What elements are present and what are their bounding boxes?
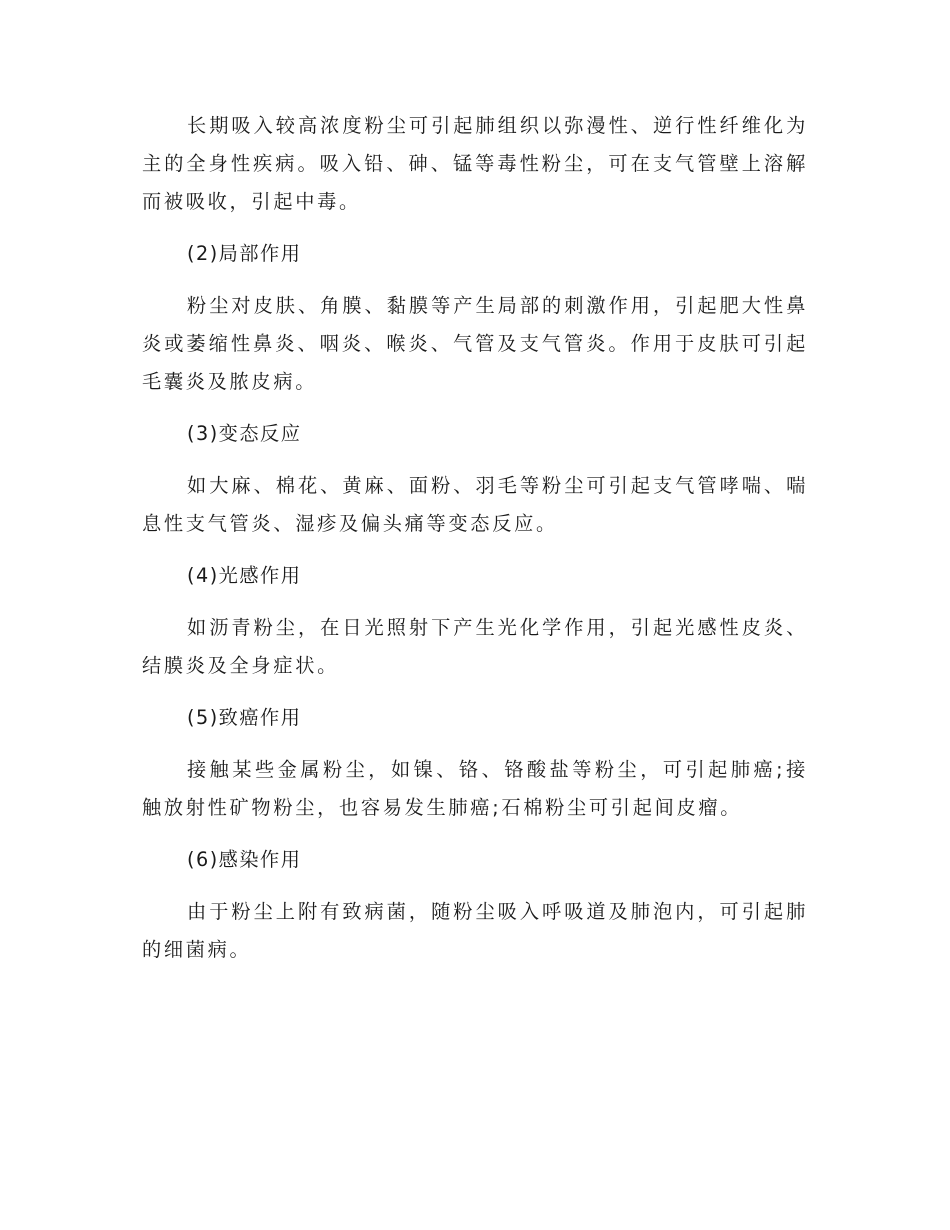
section-heading-carcinogenic: (5)致癌作用 [187, 706, 302, 729]
section-heading-photosensitivity: (4)光感作用 [187, 564, 302, 587]
section-heading-infection: (6)感染作用 [187, 848, 302, 871]
section-heading-local-effect: (2)局部作用 [187, 242, 302, 265]
paragraph-infection: 由于粉尘上附有致病菌，随粉尘吸入呼吸道及肺泡内，可引起肺的细菌病。 [142, 900, 808, 961]
paragraph-chronic-inhalation: 长期吸入较高浓度粉尘可引起肺组织以弥漫性、逆行性纤维化为主的全身性疾病。吸入铅、砷、锰等毒性粉尘，可在支气管壁上溶解而被吸收，引起中毒。 [142, 114, 808, 213]
paragraph-photosensitivity: 如沥青粉尘，在日光照射下产生光化学作用，引起光感性皮炎、结膜炎及全身症状。 [142, 616, 808, 677]
document-body [142, 107, 808, 969]
section-heading-allergic-reaction: (3)变态反应 [187, 422, 302, 445]
paragraph-local-effect: 粉尘对皮肤、角膜、黏膜等产生局部的刺激作用，引起肥大性鼻炎或萎缩性鼻炎、咽炎、喉炎、气管及支气管炎。作用于皮肤可引起毛囊炎及脓皮病。 [142, 294, 808, 393]
paragraph-allergic-reaction: 如大麻、棉花、黄麻、面粉、羽毛等粉尘可引起支气管哮喘、喘息性支气管炎、湿疹及偏头痛等变态反应。 [142, 474, 808, 535]
paragraph-carcinogenic: 接触某些金属粉尘，如镍、铬、铬酸盐等粉尘，可引起肺癌;接触放射性矿物粉尘，也容易发生肺癌;石棉粉尘可引起间皮瘤。 [142, 758, 808, 819]
